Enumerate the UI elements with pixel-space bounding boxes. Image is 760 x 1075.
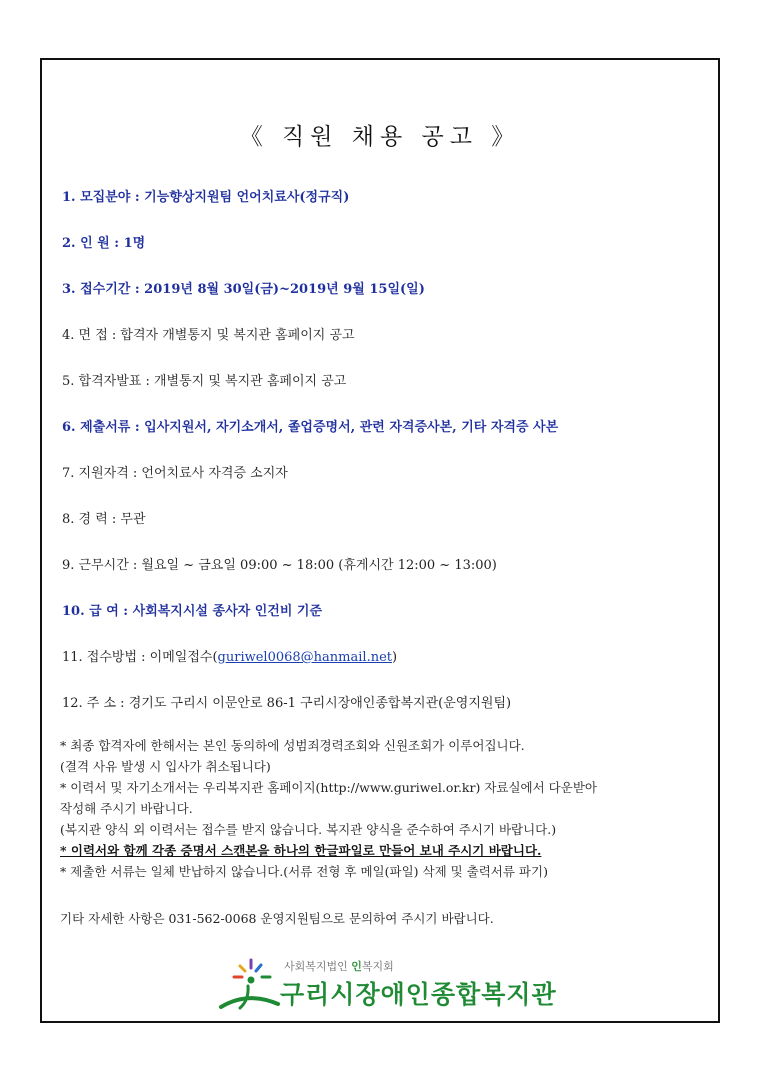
item-headcount: 2. 인 원 : 1명 <box>62 236 146 251</box>
logo-org-prefix: 사회복지법인 <box>284 960 352 973</box>
item-application-period: 3. 접수기간 : 2019년 8월 30일(금)~2019년 9월 15일(일) <box>62 282 425 297</box>
page-title: 《 직원 채용 공고 》 <box>239 124 521 150</box>
application-method-label: 11. 접수방법 : 이메일접수( <box>62 650 218 665</box>
item-application-method <box>62 646 397 665</box>
item-qualification: 7. 지원자격 : 언어치료사 자격증 소지자 <box>62 466 288 481</box>
item-work-hours: 9. 근무시간 : 월요일 ~ 금요일 09:00 ~ 18:00 (휴게시간 12:00 ~ 13:00) <box>62 558 497 573</box>
logo-org-highlight: 인 <box>351 960 362 973</box>
item-announcement: 5. 합격자발표 : 개별통지 및 복지관 홈페이지 공고 <box>62 374 347 389</box>
logo-center-name: 구리시장애인종합복지관 <box>280 980 557 1009</box>
email-link[interactable]: guriwel0068@hanmail.net <box>217 650 392 665</box>
contact-info: 기타 자세한 사항은 031-562-0068 운영지원팀으로 문의하여 주시기 바랍니다. <box>60 911 494 926</box>
logo-figure-icon <box>218 955 280 1015</box>
item-documents: 6. 제출서류 : 입사지원서, 자기소개서, 졸업증명서, 관련 자격증사본, 기타 자격증 사본 <box>62 420 559 435</box>
note-resume-download-cont: 작성해 주시기 바랍니다. <box>60 801 193 816</box>
item-address: 12. 주 소 : 경기도 구리시 이문안로 86-1 구리시장애인종합복지관(운영지원팀) <box>62 696 512 711</box>
item-experience: 8. 경 력 : 무관 <box>62 512 146 527</box>
note-disqualification: (결격 사유 발생 시 입사가 취소됩니다) <box>60 759 271 774</box>
note-scan-files: * 이력서와 함께 각종 증명서 스캔본을 하나의 한글파일로 만들어 보내 주시기 바랍니다. <box>60 843 542 858</box>
note-background-check: * 최종 합격자에 한해서는 본인 동의하에 성범죄경력조회와 신원조회가 이루어집니다. <box>60 738 525 753</box>
logo-org-name <box>284 958 394 974</box>
note-no-return: * 제출한 서류는 일체 반납하지 않습니다.(서류 전형 후 메일(파일) 삭제 및 출력서류 파기) <box>60 864 548 879</box>
item-recruit-field: 1. 모집분야 : 기능향상지원팀 언어치료사(정규직) <box>62 190 350 205</box>
item-interview: 4. 면 접 : 합격자 개별통지 및 복지관 홈페이지 공고 <box>62 328 355 343</box>
note-resume-download: * 이력서 및 자기소개서는 우리복지관 홈페이지(http://www.guriwel.or.kr) 자료실에서 다운받아 <box>60 780 597 795</box>
application-method-close: ) <box>392 650 398 665</box>
item-salary: 10. 급 여 : 사회복지시설 종사자 인건비 기준 <box>62 604 323 619</box>
organization-logo <box>218 955 557 1015</box>
logo-org-suffix: 복지회 <box>361 960 394 973</box>
note-form-required: (복지관 양식 외 이력서는 접수를 받지 않습니다. 복지관 양식을 준수하여 주시기 바랍니다.) <box>60 822 557 837</box>
